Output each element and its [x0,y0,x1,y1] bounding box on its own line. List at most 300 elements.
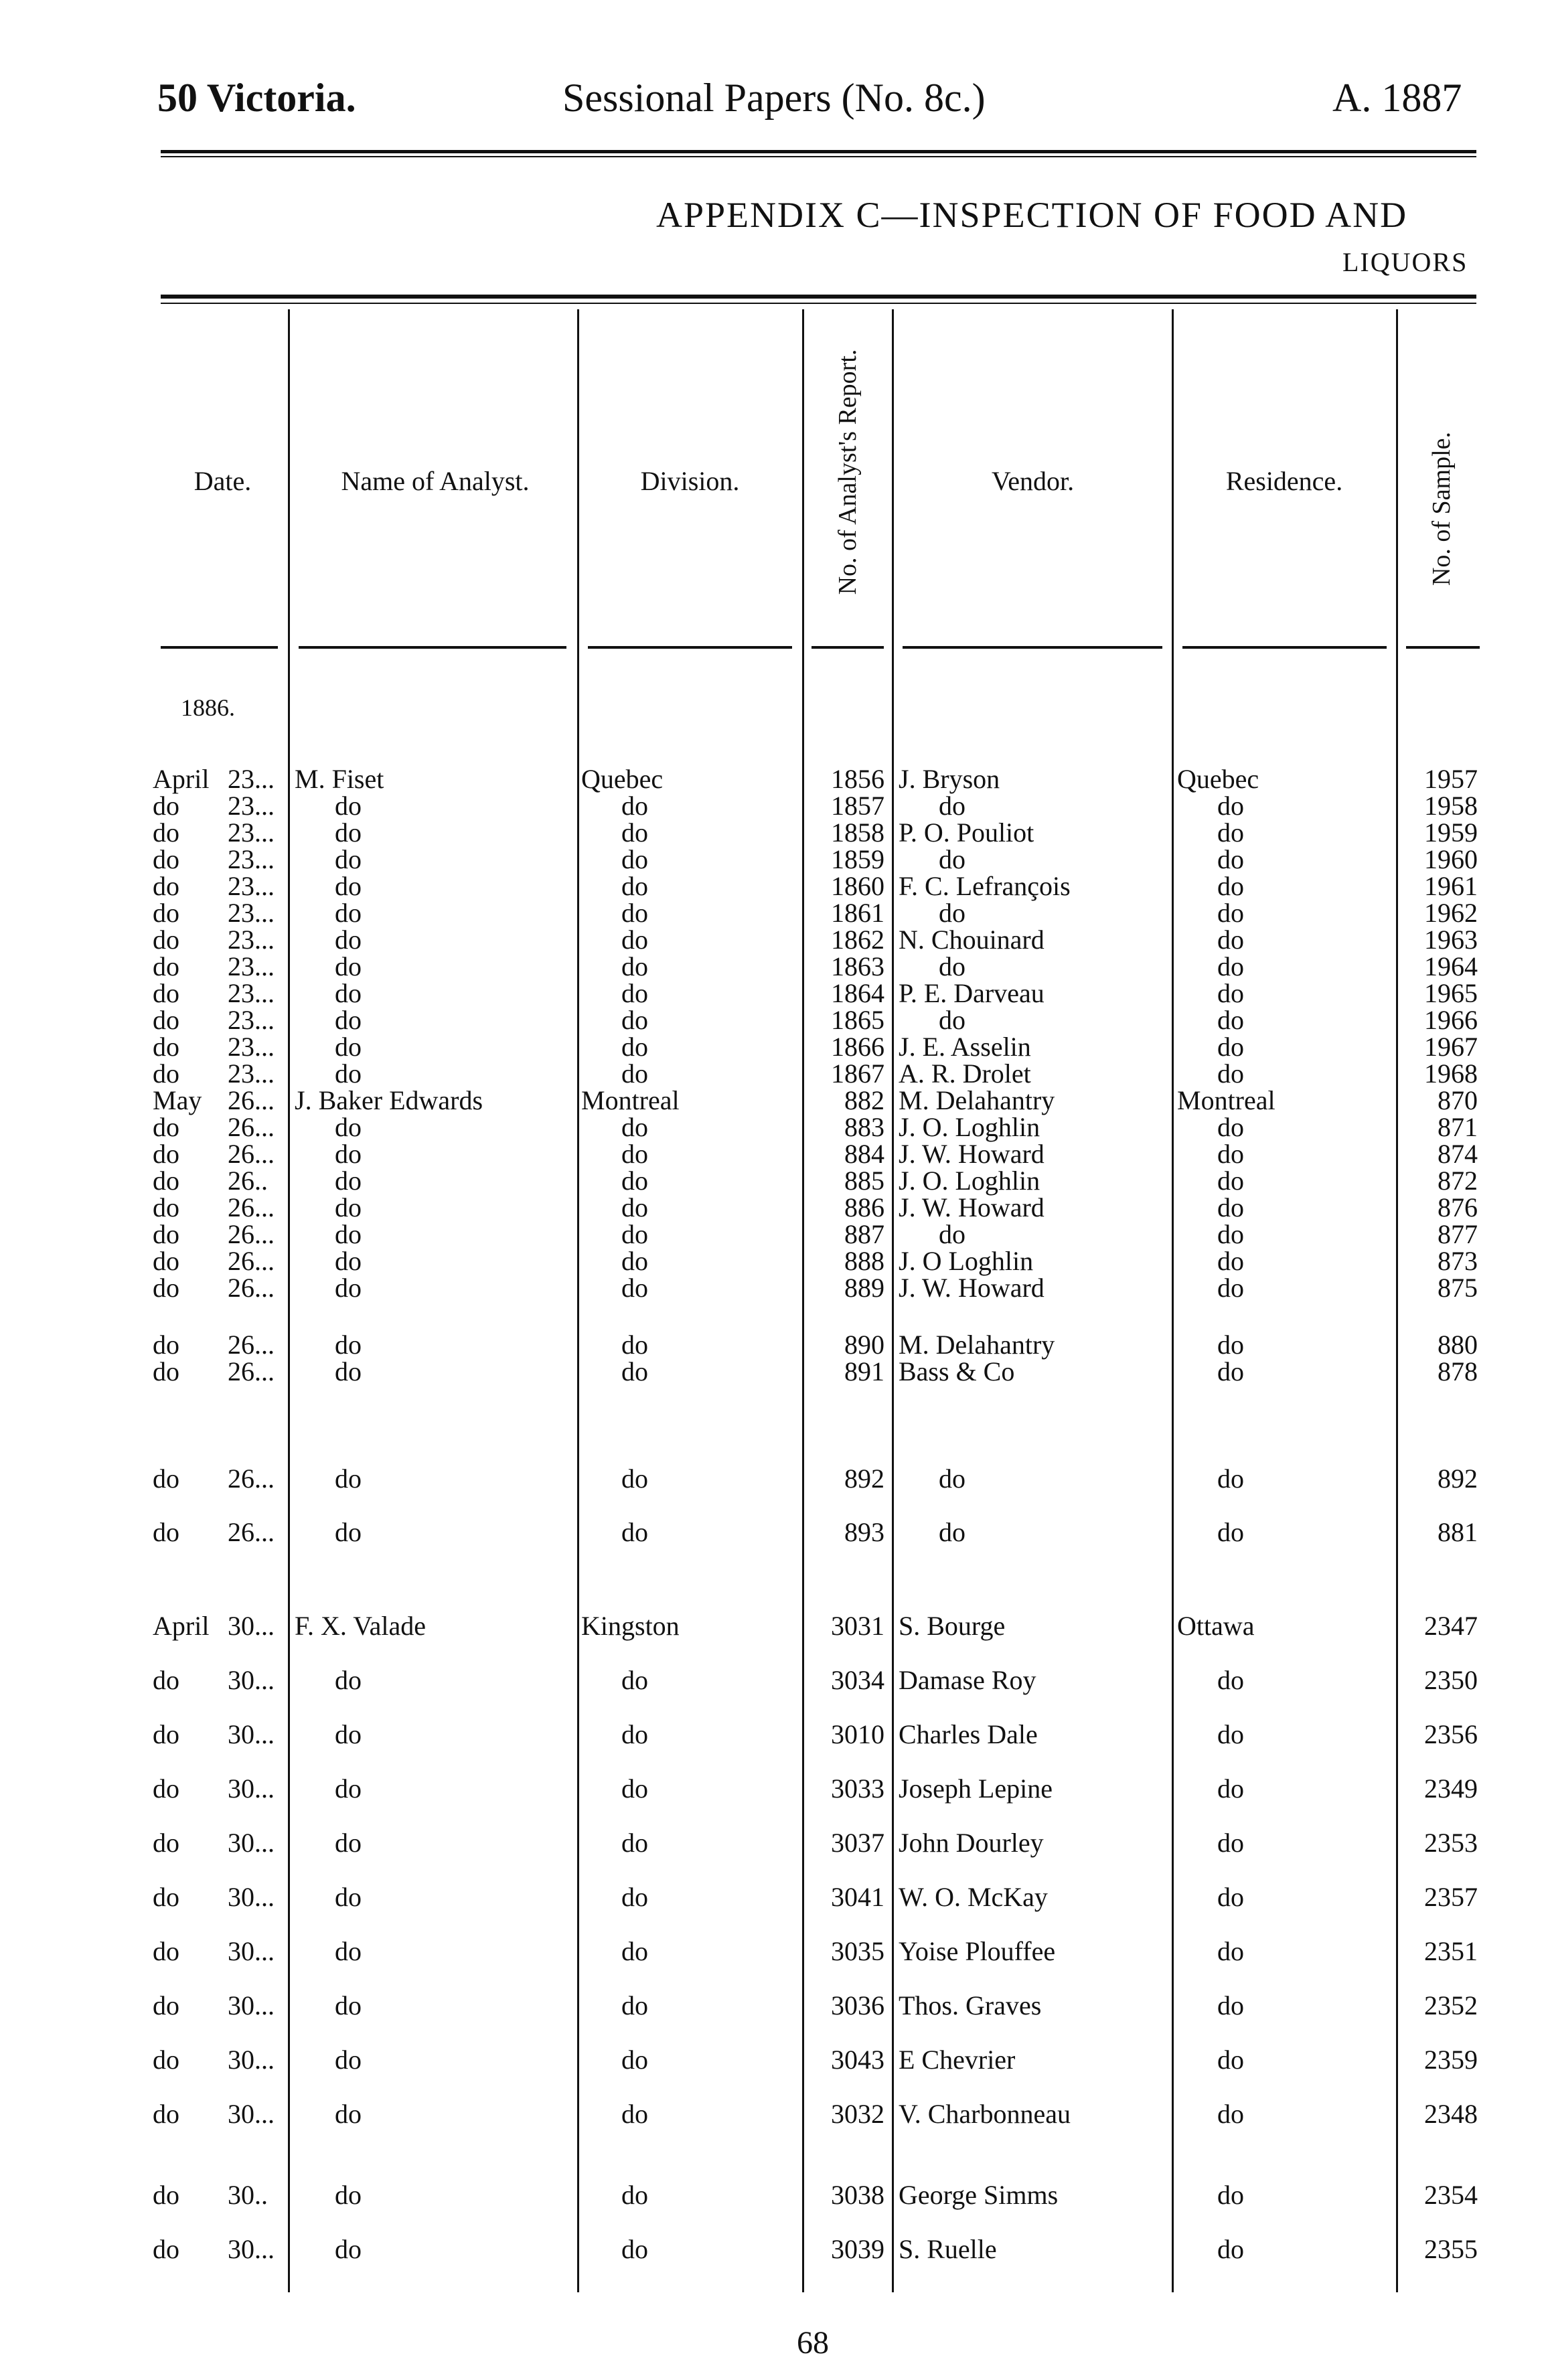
cell-sample: 878 [1438,1356,1478,1386]
cell-residence: do [1217,925,1244,955]
cell-month: do [153,1936,179,1966]
cell-vendor: P. E. Darveau [899,978,1045,1008]
cell-analyst: do [335,1990,362,2020]
cell-vendor: J. W. Howard [899,1273,1045,1303]
cell-analyst: do [335,1773,362,1804]
cell-residence: do [1217,1112,1244,1142]
cell-month: April [153,1611,210,1641]
cell-vendor: S. Bourge [899,1611,1006,1641]
cell-sample: 877 [1438,1219,1478,1249]
table-top-rule-thin [161,303,1476,304]
col-header-residence: Residence. [1225,466,1343,496]
cell-residence: do [1217,898,1244,928]
cell-residence: do [1217,1219,1244,1249]
cell-day: 23... [228,791,275,821]
cell-sample: 871 [1438,1112,1478,1142]
cell-month: do [153,1719,179,1749]
cell-division: do [621,1356,648,1386]
cell-residence: do [1217,1005,1244,1035]
cell-division: do [621,791,648,821]
cell-residence: Quebec [1177,764,1259,794]
cell-analyst: do [335,1665,362,1695]
cell-residence: do [1217,1246,1244,1276]
cell-day: 23... [228,898,275,928]
cell-day: 23... [228,764,275,794]
cell-division: do [621,1032,648,1062]
cell-sample: 2347 [1424,1611,1478,1641]
cell-residence: do [1217,1463,1244,1494]
cell-report: 1857 [831,791,884,821]
col-header-report: No. of Analyst's Report. [834,349,862,595]
cell-month: do [153,1192,179,1222]
cell-month: do [153,791,179,821]
cell-analyst: do [335,951,362,981]
cell-month: do [153,1828,179,1858]
cell-analyst: do [335,1828,362,1858]
cell-report: 3043 [831,2045,884,2075]
cell-vendor: Bass & Co [899,1356,1015,1386]
cell-report: 3038 [831,2180,884,2210]
cell-vendor: Damase Roy [899,1665,1036,1695]
cell-analyst: do [335,2099,362,2129]
cell-residence: Ottawa [1177,1611,1255,1641]
cell-report: 3036 [831,1990,884,2020]
cell-analyst: do [335,2045,362,2075]
cell-day: 26... [228,1139,275,1169]
cell-division: do [621,844,648,874]
cell-day: 26... [228,1112,275,1142]
cell-day: 26... [228,1517,275,1547]
cell-vendor: J. Bryson [899,764,1000,794]
cell-report: 891 [844,1356,884,1386]
cell-report: 888 [844,1246,884,1276]
cell-vendor: Joseph Lepine [899,1773,1053,1804]
cell-division: do [621,1990,648,2020]
cell-analyst: do [335,1005,362,1035]
cell-month: do [153,1463,179,1494]
cell-sample: 1965 [1424,978,1478,1008]
cell-division: Montreal [581,1085,680,1115]
cell-vendor: J. O. Loghlin [899,1166,1040,1196]
cell-division: do [621,1330,648,1360]
cell-analyst: M. Fiset [295,764,384,794]
cell-day: 30.. [228,2180,268,2210]
cell-report: 883 [844,1112,884,1142]
cell-report: 1862 [831,925,884,955]
cell-vendor: J. O Loghlin [899,1246,1034,1276]
cell-sample: 2356 [1424,1719,1478,1749]
cell-day: 26... [228,1356,275,1386]
cell-division: do [621,1058,648,1089]
cell-day: 23... [228,978,275,1008]
cell-vendor: Charles Dale [899,1719,1038,1749]
cell-report: 1867 [831,1058,884,1089]
cell-sample: 2352 [1424,1990,1478,2020]
cell-analyst: do [335,2234,362,2264]
cell-residence: do [1217,2045,1244,2075]
cell-report: 1864 [831,978,884,1008]
cell-report: 882 [844,1085,884,1115]
cell-day: 30... [228,1828,275,1858]
cell-day: 23... [228,871,275,901]
cell-day: 26... [228,1463,275,1494]
cell-analyst: do [335,1273,362,1303]
cell-month: do [153,844,179,874]
cell-division: do [621,925,648,955]
cell-day: 30... [228,1936,275,1966]
cell-day: 26... [228,1085,275,1115]
cell-report: 890 [844,1330,884,1360]
cell-residence: do [1217,871,1244,901]
cell-analyst: do [335,1463,362,1494]
cell-vendor: do [939,1463,965,1494]
header-underline-analyst [299,646,566,649]
cell-vendor: Thos. Graves [899,1990,1042,2020]
cell-vendor: do [939,844,965,874]
cell-sample: 2357 [1424,1882,1478,1912]
cell-sample: 1959 [1424,817,1478,848]
cell-sample: 1958 [1424,791,1478,821]
cell-report: 1863 [831,951,884,981]
cell-month: do [153,1882,179,1912]
cell-residence: do [1217,1356,1244,1386]
cell-division: do [621,1719,648,1749]
page-number: 68 [797,2325,829,2361]
cell-analyst: do [335,1032,362,1062]
cell-sample: 2351 [1424,1936,1478,1966]
cell-month: do [153,1219,179,1249]
cell-division: do [621,951,648,981]
cell-sample: 1960 [1424,844,1478,874]
cell-vendor: do [939,898,965,928]
cell-sample: 1957 [1424,764,1478,794]
cell-report: 1865 [831,1005,884,1035]
cell-analyst: do [335,871,362,901]
cell-vendor: S. Ruelle [899,2234,997,2264]
cell-sample: 1967 [1424,1032,1478,1062]
cell-report: 886 [844,1192,884,1222]
cell-month: do [153,1005,179,1035]
cell-day: 30... [228,1719,275,1749]
cell-report: 3033 [831,1773,884,1804]
cell-analyst: do [335,898,362,928]
appendix-subtitle: LIQUORS [1342,247,1468,277]
cell-analyst: do [335,791,362,821]
column-divider-4 [892,309,894,2292]
cell-residence: do [1217,1330,1244,1360]
cell-month: do [153,925,179,955]
cell-report: 3037 [831,1828,884,1858]
cell-division: do [621,978,648,1008]
cell-residence: do [1217,1936,1244,1966]
cell-division: do [621,1828,648,1858]
cell-sample: 1968 [1424,1058,1478,1089]
header-underline-vendor [903,646,1162,649]
col-header-date: Date. [194,466,252,496]
cell-residence: do [1217,844,1244,874]
cell-sample: 880 [1438,1330,1478,1360]
cell-report: 1858 [831,817,884,848]
cell-day: 30... [228,2099,275,2129]
cell-sample: 2354 [1424,2180,1478,2210]
cell-month: do [153,951,179,981]
cell-month: do [153,1058,179,1089]
cell-residence: do [1217,1773,1244,1804]
cell-residence: do [1217,1032,1244,1062]
cell-vendor: J. O. Loghlin [899,1112,1040,1142]
column-divider-5 [1172,309,1174,2292]
cell-vendor: do [939,1517,965,1547]
cell-day: 23... [228,1032,275,1062]
cell-day: 23... [228,951,275,981]
cell-day: 26.. [228,1166,268,1196]
cell-division: do [621,1166,648,1196]
cell-division: do [621,1463,648,1494]
cell-sample: 2355 [1424,2234,1478,2264]
cell-vendor: J. W. Howard [899,1139,1045,1169]
cell-residence: do [1217,1517,1244,1547]
cell-division: do [621,2234,648,2264]
cell-vendor: V. Charbonneau [899,2099,1071,2129]
cell-month: do [153,1139,179,1169]
cell-month: do [153,1665,179,1695]
header-underline-residence [1182,646,1387,649]
cell-vendor: Yoise Plouffee [899,1936,1056,1966]
cell-month: do [153,817,179,848]
cell-residence: do [1217,1273,1244,1303]
cell-month: do [153,1112,179,1142]
cell-month: May [153,1085,202,1115]
cell-residence: do [1217,817,1244,848]
cell-analyst: J. Baker Edwards [295,1085,483,1115]
cell-report: 3034 [831,1665,884,1695]
cell-residence: Montreal [1177,1085,1276,1115]
cell-report: 893 [844,1517,884,1547]
cell-analyst: do [335,925,362,955]
cell-sample: 1961 [1424,871,1478,901]
col-header-analyst: Name of Analyst. [341,466,530,496]
cell-day: 26... [228,1273,275,1303]
cell-month: do [153,2180,179,2210]
cell-sample: 873 [1438,1246,1478,1276]
cell-month: do [153,978,179,1008]
cell-month: do [153,1032,179,1062]
cell-analyst: do [335,1058,362,1089]
cell-sample: 1963 [1424,925,1478,955]
cell-vendor: W. O. McKay [899,1882,1048,1912]
cell-analyst: do [335,1112,362,1142]
cell-analyst: do [335,1936,362,1966]
cell-division: do [621,871,648,901]
appendix-title: APPENDIX C—INSPECTION OF FOOD AND [656,195,1408,235]
cell-day: 30... [228,1990,275,2020]
cell-division: do [621,1219,648,1249]
header-underline-division [588,646,792,649]
header-underline-report [811,646,884,649]
cell-report: 885 [844,1166,884,1196]
cell-division: do [621,817,648,848]
cell-report: 3031 [831,1611,884,1641]
cell-division: do [621,1773,648,1804]
cell-analyst: do [335,2180,362,2210]
cell-day: 30... [228,2045,275,2075]
cell-sample: 2353 [1424,1828,1478,1858]
cell-residence: do [1217,1828,1244,1858]
cell-vendor: A. R. Drolet [899,1058,1031,1089]
header-underline-date [161,646,278,649]
cell-division: do [621,1936,648,1966]
cell-division: Quebec [581,764,664,794]
cell-sample: 875 [1438,1273,1478,1303]
column-divider-1 [288,309,290,2292]
cell-day: 23... [228,844,275,874]
cell-analyst: do [335,978,362,1008]
cell-residence: do [1217,1990,1244,2020]
cell-residence: do [1217,1058,1244,1089]
cell-day: 23... [228,817,275,848]
cell-report: 884 [844,1139,884,1169]
cell-report: 3032 [831,2099,884,2129]
cell-residence: do [1217,1719,1244,1749]
cell-division: do [621,1112,648,1142]
header-underline-sample [1406,646,1480,649]
header-right: A. 1887 [1332,76,1462,120]
cell-vendor: E Chevrier [899,2045,1016,2075]
header-left: 50 Victoria. [157,76,356,120]
cell-report: 1861 [831,898,884,928]
cell-report: 1859 [831,844,884,874]
col-header-division: Division. [640,466,740,496]
cell-residence: do [1217,2099,1244,2129]
table-top-rule-thick [161,295,1476,299]
cell-analyst: do [335,1246,362,1276]
cell-residence: do [1217,1192,1244,1222]
cell-vendor: do [939,951,965,981]
top-rule-thick [161,150,1476,153]
col-header-vendor: Vendor. [991,466,1075,496]
cell-report: 1856 [831,764,884,794]
cell-sample: 1966 [1424,1005,1478,1035]
cell-analyst: F. X. Valade [295,1611,427,1641]
cell-analyst: do [335,1719,362,1749]
cell-day: 26... [228,1192,275,1222]
cell-month: do [153,1166,179,1196]
cell-residence: do [1217,1139,1244,1169]
cell-report: 3010 [831,1719,884,1749]
cell-report: 892 [844,1463,884,1494]
col-header-sample: No. of Sample. [1427,431,1456,586]
cell-vendor: do [939,1005,965,1035]
cell-day: 30... [228,1611,275,1641]
cell-month: do [153,1330,179,1360]
cell-analyst: do [335,1166,362,1196]
cell-division: do [621,2045,648,2075]
cell-day: 23... [228,1058,275,1089]
cell-analyst: do [335,1517,362,1547]
cell-residence: do [1217,2234,1244,2264]
cell-month: do [153,1517,179,1547]
cell-sample: 2350 [1424,1665,1478,1695]
cell-vendor: N. Chouinard [899,925,1045,955]
cell-day: 26... [228,1219,275,1249]
cell-division: do [621,1517,648,1547]
cell-month: do [153,871,179,901]
cell-vendor: J. E. Asselin [899,1032,1031,1062]
cell-vendor: P. O. Pouliot [899,817,1034,848]
cell-residence: do [1217,1166,1244,1196]
cell-sample: 2348 [1424,2099,1478,2129]
cell-sample: 892 [1438,1463,1478,1494]
cell-day: 26... [228,1246,275,1276]
cell-sample: 870 [1438,1085,1478,1115]
cell-analyst: do [335,1882,362,1912]
cell-vendor: J. W. Howard [899,1192,1045,1222]
cell-report: 889 [844,1273,884,1303]
cell-day: 23... [228,1005,275,1035]
year-label: 1886. [181,694,235,721]
cell-sample: 876 [1438,1192,1478,1222]
cell-sample: 872 [1438,1166,1478,1196]
header-center: Sessional Papers (No. 8c.) [562,76,986,120]
cell-division: do [621,898,648,928]
cell-analyst: do [335,844,362,874]
cell-day: 30... [228,2234,275,2264]
top-rule-thin [161,156,1476,157]
cell-sample: 1962 [1424,898,1478,928]
cell-month: do [153,1773,179,1804]
cell-sample: 1964 [1424,951,1478,981]
cell-division: do [621,2180,648,2210]
cell-residence: do [1217,791,1244,821]
cell-vendor: John Dourley [899,1828,1044,1858]
cell-analyst: do [335,1219,362,1249]
cell-analyst: do [335,1330,362,1360]
cell-analyst: do [335,1139,362,1169]
cell-vendor: do [939,1219,965,1249]
cell-vendor: George Simms [899,2180,1059,2210]
cell-analyst: do [335,1356,362,1386]
cell-division: do [621,1192,648,1222]
cell-vendor: do [939,791,965,821]
cell-residence: do [1217,1665,1244,1695]
cell-vendor: F. C. Lefrançois [899,871,1071,901]
cell-vendor: M. Delahantry [899,1330,1055,1360]
cell-month: April [153,764,210,794]
cell-month: do [153,2099,179,2129]
cell-day: 26... [228,1330,275,1360]
cell-report: 3039 [831,2234,884,2264]
cell-month: do [153,1246,179,1276]
cell-report: 1860 [831,871,884,901]
cell-vendor: M. Delahantry [899,1085,1055,1115]
cell-month: do [153,1273,179,1303]
cell-sample: 874 [1438,1139,1478,1169]
cell-day: 30... [228,1665,275,1695]
cell-division: do [621,1665,648,1695]
cell-report: 3041 [831,1882,884,1912]
cell-month: do [153,898,179,928]
cell-month: do [153,2234,179,2264]
cell-analyst: do [335,817,362,848]
cell-sample: 881 [1438,1517,1478,1547]
cell-residence: do [1217,951,1244,981]
cell-residence: do [1217,978,1244,1008]
cell-month: do [153,1356,179,1386]
cell-analyst: do [335,1192,362,1222]
cell-month: do [153,2045,179,2075]
cell-division: do [621,2099,648,2129]
cell-residence: do [1217,1882,1244,1912]
